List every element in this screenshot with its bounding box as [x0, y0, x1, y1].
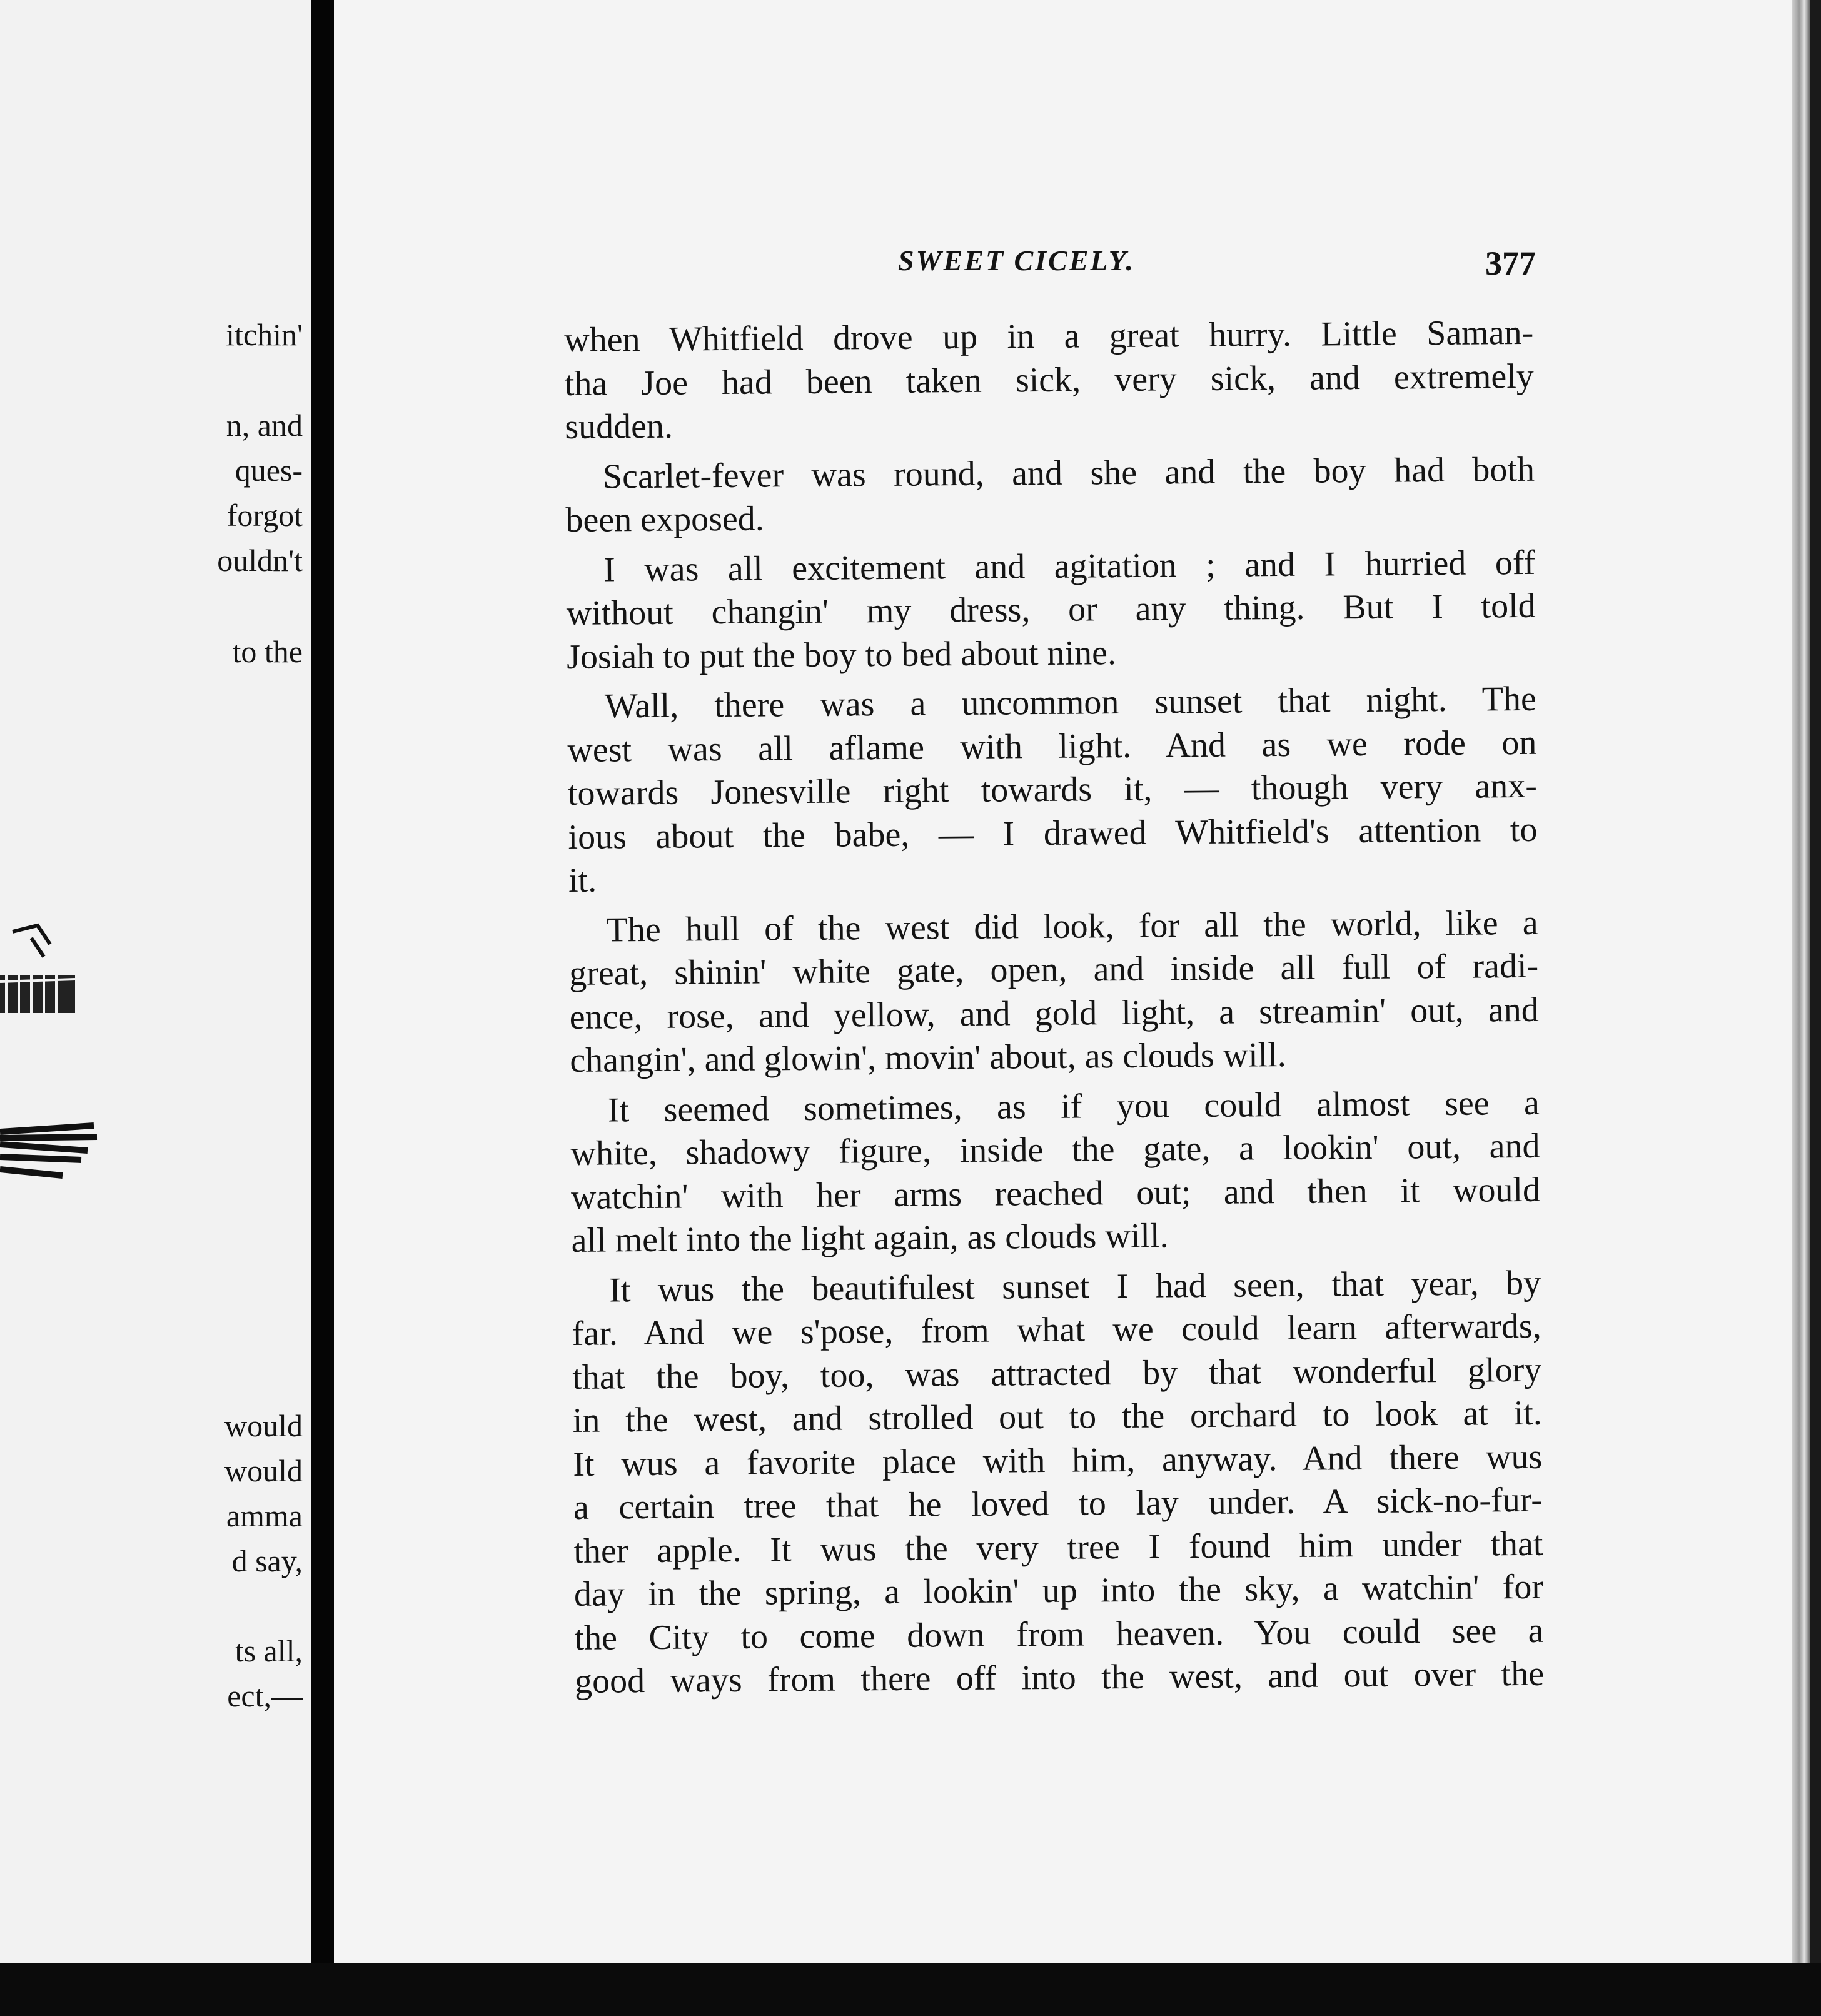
book-gutter — [311, 0, 334, 1963]
text-line: far. And we s'pose, from what we could learn afterwards, — [572, 1306, 1541, 1353]
text-line: without changin' my dress, or any thing. But I told — [566, 586, 1536, 633]
text-line: been exposed. — [565, 499, 764, 540]
left-page-fragment: forgot — [226, 498, 303, 533]
text-line: Scarlet-fever was round, and she and the boy had both — [602, 450, 1535, 496]
left-page-fragment: would — [224, 1408, 303, 1443]
left-page — [0, 0, 311, 1963]
text-line: towards Jonesville right towards it, — though very anx- — [567, 766, 1538, 813]
page-number: 377 — [1485, 244, 1536, 282]
text-line: Josiah to put the boy to bed about nine. — [567, 633, 1117, 677]
text-line: when Whitfield drove up in a great hurry. Little Saman- — [564, 313, 1534, 360]
left-page-fragment: to the — [232, 634, 303, 669]
text-line: west was all aflame with light. And as we rode on — [567, 723, 1537, 770]
text-line: It seemed sometimes, as if you could almost see a — [607, 1083, 1540, 1129]
engraving-fragment — [0, 919, 100, 1194]
text-line: day in the spring, a lookin' up into the sky, a watchin' for — [573, 1567, 1544, 1614]
text-line: good ways from there off into the west, and out over the — [574, 1654, 1545, 1701]
text-line: The hull of the west did look, for all the world, like a — [606, 903, 1538, 949]
text-line: that the boy, too, was attracted by that wonderful glory — [572, 1350, 1542, 1397]
text-line: in the west, and strolled out to the orchard to look at it. — [572, 1393, 1543, 1440]
left-page-fragment: n, and — [226, 408, 303, 443]
text-line: It wus a favorite place with him, anyway. And there wus — [573, 1437, 1543, 1484]
text-line: ther apple. It wus the very tree I found him under that — [573, 1524, 1543, 1571]
text-line: ence, rose, and yellow, and gold light, a streamin' out, and — [569, 990, 1539, 1037]
text-line: all melt into the light again, as clouds will. — [571, 1216, 1169, 1260]
left-page-fragment: ts all, — [235, 1633, 303, 1668]
text-line: I was all excitement and agitation ; and I hurried off — [603, 543, 1536, 590]
left-page-fragment: d say, — [231, 1543, 303, 1578]
text-line: a certain tree that he loved to lay under. A sick-no-fur- — [573, 1480, 1543, 1527]
left-page-fragment: amma — [226, 1498, 303, 1533]
running-head-title: SWEET CICELY. — [898, 244, 1135, 276]
text-line: white, shadowy figure, inside the gate, a lookin' out, and — [570, 1126, 1540, 1173]
text-line: tha Joe had been taken sick, very sick, and extremely — [564, 356, 1535, 403]
text-line: it. — [568, 860, 597, 900]
left-page-fragment: itchin' — [226, 317, 303, 352]
page-edge — [1792, 0, 1810, 1963]
text-line: changin', and glowin', movin' about, as clouds will. — [570, 1035, 1286, 1080]
left-page-fragment: ouldn't — [217, 543, 303, 578]
text-line: Wall, there was a uncommon sunset that night. The — [604, 679, 1537, 726]
text-line: It wus the beautifulest sunset I had seen, that year, by — [608, 1263, 1541, 1309]
text-line: ious about the babe, — I drawed Whitfield's attention to — [568, 810, 1538, 857]
left-page-fragment: ect,— — [227, 1678, 303, 1713]
body-text — [564, 311, 1544, 1704]
scan-border — [0, 1963, 1821, 2016]
text-line: watchin' with her arms reached out; and then it would — [570, 1170, 1541, 1217]
text-line: the City to come down from heaven. You could see a — [574, 1611, 1544, 1658]
left-page-fragment: ques- — [235, 453, 303, 488]
left-page-fragment: would — [224, 1453, 303, 1488]
text-line: sudden. — [565, 406, 673, 446]
text-line: great, shinin' white gate, open, and inside all full of radi- — [568, 946, 1539, 993]
running-head — [585, 244, 1536, 285]
